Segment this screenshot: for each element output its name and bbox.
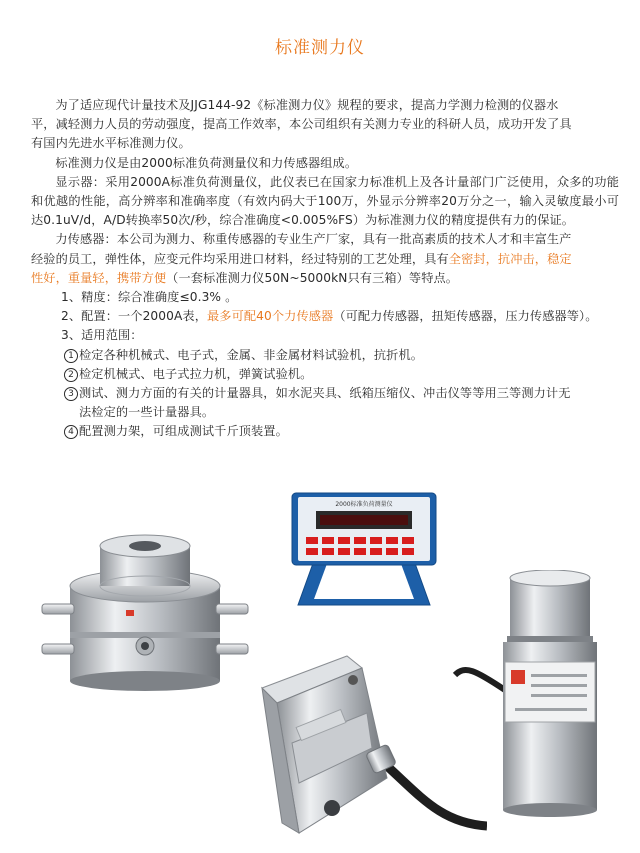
page-title: 标准测力仪 [275,38,365,58]
scope-title: 3、适用范围： [61,328,143,343]
sensor-text: （一套标准测力仪50N~5000kN只有三箱）等特点。 [166,270,459,285]
scope-item [31,422,619,441]
body-text [31,96,619,442]
config-item [31,307,619,326]
sensor-highlight: 全密封，抗冲击，稳定 [448,251,572,266]
config-text: 2、配置：一个2000A表， [61,309,208,324]
intro-line: 为了适应现代计量技术及JJG144-92《标准测力仪》规程的要求，提高力学测力检测的仪器水 [55,98,559,112]
column-load-cell-image [445,570,615,820]
circled-number-icon: 2 [64,368,78,382]
display-paragraph: 显示器：采用2000A标准负荷测量仪，此仪表已在国家力标准机上及各计量部门广泛使用，众多的功能和优越的性能，高分辨率和准确率度（有效内码大于100万，外显示分辨率20万分之一，输入灵敏度最小可达0.1uV/d，A/D转换率50次/秒，综合准确度<0.005%FS）为标准测力仪的精度提供有力的保证。 [31,174,619,228]
config-highlight: 最多可配40个力传感器 [207,309,334,324]
ring-force-sensor-image [40,528,250,693]
sensor-line [31,269,619,288]
intro-line: 平，减轻测力人员的劳动强度，提高工作效率，本公司组织有关测力专业的科研人员，成功开发了具 [31,117,572,132]
scope-item-text: 检定机械式、电子式拉力机，弹簧试验机。 [79,366,313,381]
accuracy-item: 1、精度：综合准确度≤0.3% 。 [61,290,238,305]
scope-item-continuation: 法检定的一些计量器具。 [79,405,215,420]
sensor-line: 力传感器：本公司为测力、称重传感器的专业生产厂家，具有一批高素质的技术人才和丰富生产 [55,232,572,247]
load-indicator-image [286,485,442,610]
scope-item [31,346,619,365]
intro-line: 有国内先进水平标准测力仪。 [31,136,191,151]
scope-item [31,365,619,384]
circled-number-icon: 1 [64,349,78,363]
sensor-text: 经验的员工，弹性体，应变元件均采用进口材料，经过特别的工艺处理，具有 [31,251,449,266]
scope-item-text: 测试、测力方面的有关的计量器具，如水泥夹具、纸箱压缩仪、冲击仪等等用三等测力计无 [79,386,571,401]
scope-item-text: 检定各种机械式、电子式，金属、非金属材料试验机，抗折机。 [79,347,424,362]
scope-item-text: 配置测力架，可组成测试千斤顶装置。 [79,424,288,439]
circled-number-icon: 4 [64,425,78,439]
config-text: （可配力传感器，扭矩传感器，压力传感器等）。 [333,309,598,324]
intro-line: 标准测力仪是由2000标准负荷测量仪和力传感器组成。 [55,155,358,170]
circled-number-icon: 3 [64,387,78,401]
indicator-label: 2000标准负荷测量仪 [335,501,393,508]
sensor-line [31,250,619,269]
scope-item [31,384,619,403]
sensor-highlight: 性好，重量轻，携带方便 [31,270,167,285]
